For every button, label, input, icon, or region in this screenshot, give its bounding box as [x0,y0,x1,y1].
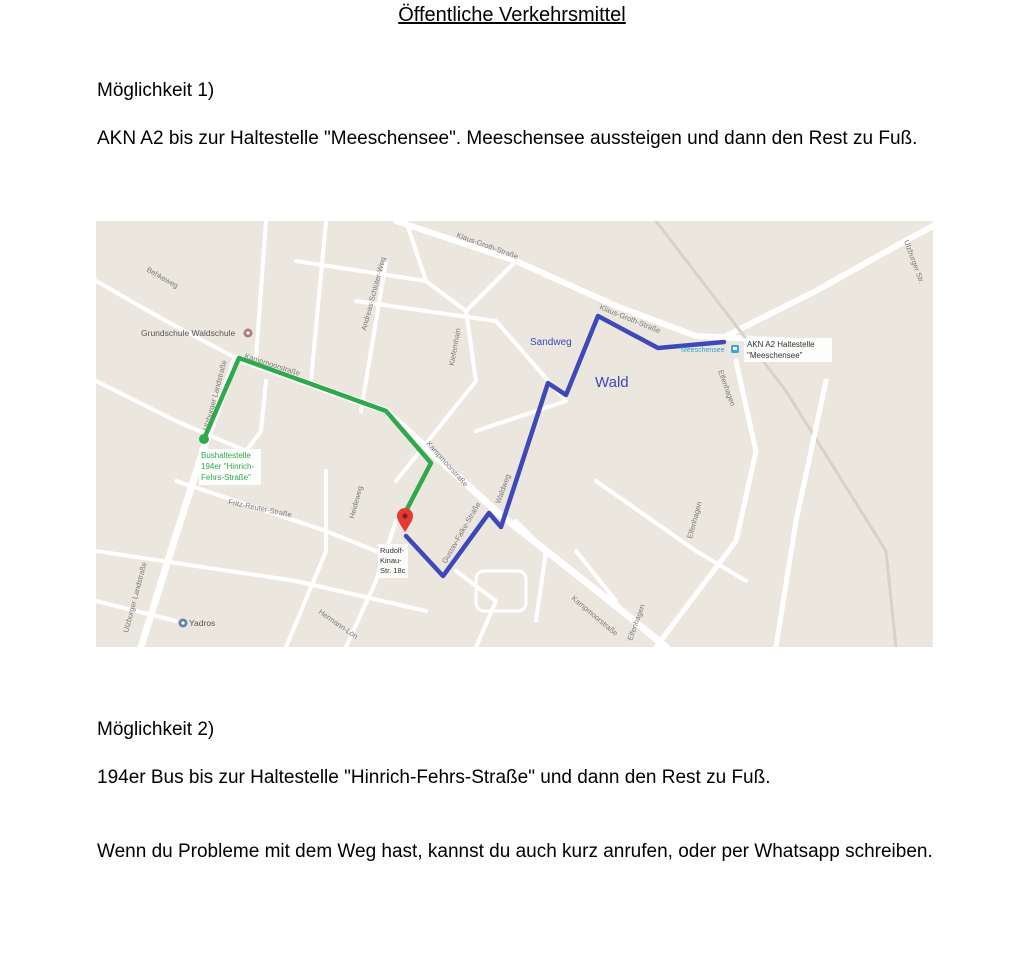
svg-text:194er "Hinrich-: 194er "Hinrich- [201,462,255,471]
option2-heading: Möglichkeit 2) [97,719,215,740]
street-hermann: Hermann-Lön [316,607,360,641]
akn-stop-label [744,338,832,362]
poi-yadros-label: Yadros [189,618,216,628]
street-gustav-falke: Gustav-Falke-Straße [439,500,483,565]
street-ulzburger-landstrasse-2: Ulzburger Landstraße [121,561,149,634]
street-kiefernhain: Kiefernhain [447,327,463,367]
street-kampmoor-1: Kampmoorstraße [243,351,302,378]
option2-text: 194er Bus bis zur Haltestelle "Hinrich-Fehrs-Straße" und dann den Rest zu Fuß. [97,767,771,788]
street-elfenhagen-2: Elfenhagen [685,500,704,540]
street-andreas: Andreas-Schlüter-Weg [359,256,388,332]
destination-label [378,544,408,578]
poi-yadros [179,618,216,628]
option1-text: AKN A2 bis zur Haltestelle "Meeschensee". Meeschensee aussteigen und dann den Rest zu Fuß. [97,128,918,149]
street-kampmoor-3: Kampmoorstraße [569,593,620,638]
sandweg-label: Sandweg [530,337,572,348]
street-behkeweg: Behkeweg [145,264,180,291]
bus-stop-marker [199,434,209,444]
street-ulzburger-str: Ulzburger Str. [902,238,927,285]
station-label: Meeschensee [681,347,725,354]
route-map [96,221,933,647]
option1-heading: Möglichkeit 1) [97,80,215,101]
help-text: Wenn du Probleme mit dem Weg hast, kannst du auch kurz anrufen, oder per Whatsapp schreiben. [97,841,933,862]
street-fritz-reuter: Fritz-Reuter-Straße [227,497,293,520]
svg-text:Str. 18c: Str. 18c [380,566,406,575]
street-elfenhagen-3: Elfenhagen [625,602,647,642]
svg-text:Bushaltestelle: Bushaltestelle [201,451,251,460]
street-kampmoor-2: Kampmoorstraße [424,439,470,489]
map-background [96,221,933,647]
svg-text:AKN A2 Haltestelle: AKN A2 Haltestelle [747,340,815,349]
street-heideweg: Heideweg [347,484,365,520]
street-ulzburger-landstrasse: Ulzburger Landstraße [201,359,229,432]
page-title: Öffentliche Verkehrsmittel [398,4,626,26]
bus-stop-label [199,449,261,485]
street-klaus-groth-2: Klaus-Groth-Straße [598,302,662,336]
svg-text:Fehrs-Straße": Fehrs-Straße" [201,473,251,482]
svg-text:Rudolf-: Rudolf- [380,546,405,555]
svg-text:Kinau-: Kinau- [380,556,402,565]
street-elfenhagen-1: Elfenhagen [716,368,738,408]
wald-label: Wald [595,374,629,391]
poi-school-label: Grundschule Waldschule [141,328,236,338]
svg-text:"Meeschensee": "Meeschensee" [747,351,803,360]
street-waldweg: Waldweg [493,472,513,505]
street-klaus-groth-1: Klaus-Groth-Straße [455,230,520,262]
